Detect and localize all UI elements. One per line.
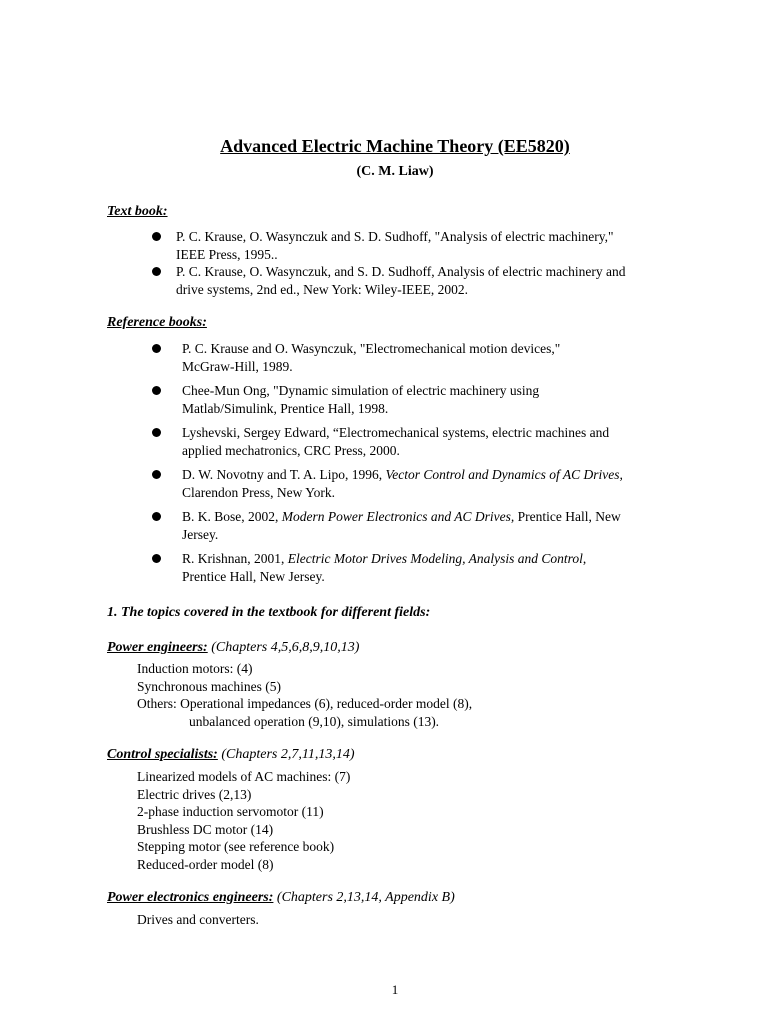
reference-heading: Reference books: [107, 315, 207, 330]
list-item: P. C. Krause and O. Wasynczuk, "Electromechanical motion devices," McGraw-Hill, 1989. [152, 340, 623, 375]
bullet-icon [152, 554, 161, 563]
textbook-list [152, 228, 625, 298]
bullet-icon [152, 386, 161, 395]
power-engineers-topics: Induction motors: (4) Synchronous machines (5) Others: Operational impedances (6), reduced-order model (8), unbalanced operation (9,10), simulations (13). [137, 661, 473, 729]
bullet-icon [152, 512, 161, 521]
list-item: R. Krishnan, 2001, Electric Motor Drives Modeling, Analysis and Control, Prentice Hall, New Jersey. [152, 550, 623, 585]
page-number: 1 [391, 982, 399, 997]
author: (C. M. Liaw) [356, 164, 434, 179]
list-item: D. W. Novotny and T. A. Lipo, 1996, Vector Control and Dynamics of AC Drives, Clarendon Press, New York. [152, 466, 623, 501]
document-title: Advanced Electric Machine Theory (EE5820) [220, 136, 570, 156]
bullet-icon [152, 267, 161, 276]
bullet-icon [152, 232, 161, 241]
list-item: Lyshevski, Sergey Edward, “Electromechanical systems, electric machines and applied mechatronics, CRC Press, 2000. [152, 424, 623, 459]
control-specialists-heading: Control specialists: (Chapters 2,7,11,13,14) [107, 747, 355, 762]
list-item: P. C. Krause, O. Wasynczuk and S. D. Sudhoff, "Analysis of electric machinery," IEEE Press, 1995.. [152, 228, 625, 263]
power-electronics-heading: Power electronics engineers: (Chapters 2,13,14, Appendix B) [107, 890, 455, 905]
list-item: Chee-Mun Ong, "Dynamic simulation of electric machinery using Matlab/Simulink, Prentice Hall, 1998. [152, 382, 623, 417]
section-heading: 1. The topics covered in the textbook for different fields: [107, 605, 431, 620]
list-item: B. K. Bose, 2002, Modern Power Electronics and AC Drives, Prentice Hall, New Jersey. [152, 508, 623, 543]
power-engineers-heading: Power engineers: (Chapters 4,5,6,8,9,10,13) [107, 640, 360, 655]
list-item: P. C. Krause, O. Wasynczuk, and S. D. Sudhoff, Analysis of electric machinery and drive systems, 2nd ed., New York: Wiley-IEEE, 2002. [152, 263, 625, 298]
power-electronics-topics: Drives and converters. [137, 912, 259, 927]
textbook-heading: Text book: [107, 204, 168, 219]
bullet-icon [152, 344, 161, 353]
reference-list [152, 340, 623, 585]
bullet-icon [152, 470, 161, 479]
control-specialists-topics: Linearized models of AC machines: (7) Electric drives (2,13) 2-phase induction servomotor (11) Brushless DC motor (14) Stepping motor (see reference book) Reduced-order model (8) [137, 769, 351, 872]
bullet-icon [152, 428, 161, 437]
